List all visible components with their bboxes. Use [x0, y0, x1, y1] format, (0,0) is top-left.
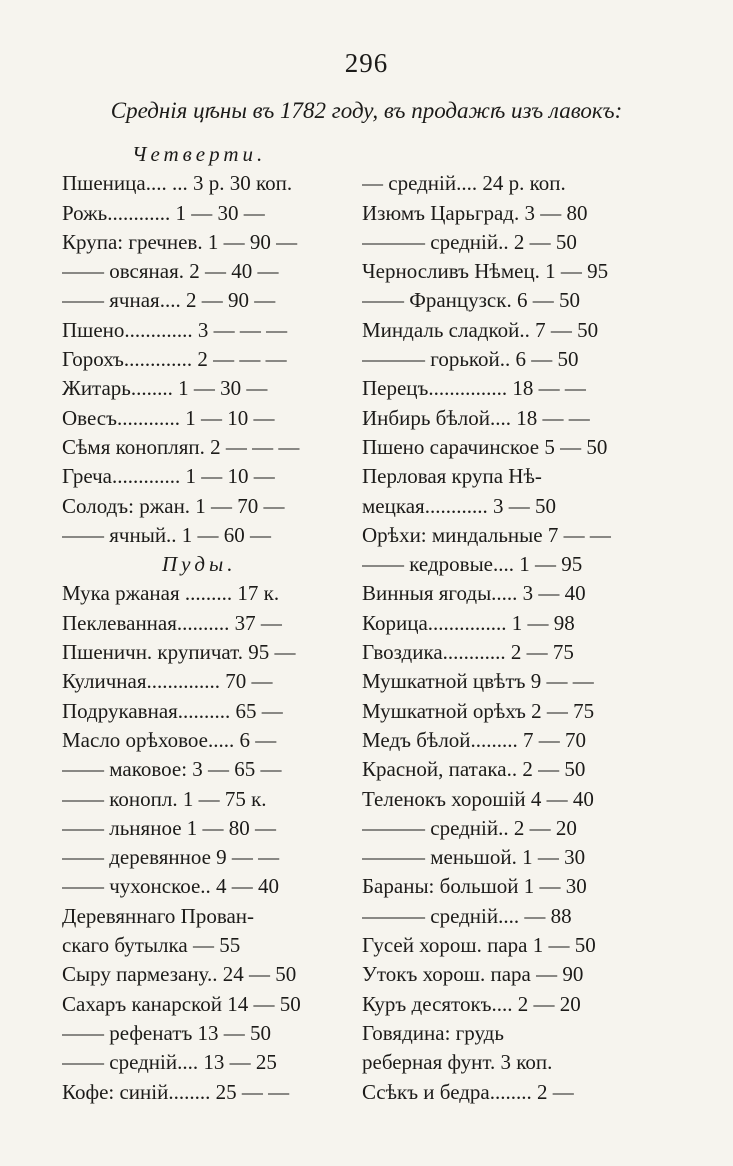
price-row: Горохъ............. 2 — — — — [62, 347, 287, 372]
page-heading: Среднія цѣны въ 1782 году, въ продажѣ изъ лавокъ: — [110, 98, 623, 123]
price-row: Ссѣкъ и бедра........ 2 — — [362, 1079, 574, 1104]
price-row: Гусей хорош. пара 1 — 50 — [362, 933, 596, 958]
section-heading: Пуды. — [162, 552, 237, 577]
price-row: Миндаль сладкой.. 7 — 50 — [362, 317, 599, 342]
price-row: Медъ бѣлой......... 7 — 70 — [362, 727, 587, 752]
price-row: Мушкатной орѣхъ 2 — 75 — [362, 698, 595, 723]
price-row: —— Французск. 6 — 50 — [362, 288, 580, 313]
price-row: Инбирь бѣлой.... 18 — — — [362, 405, 590, 430]
left-price-column — [62, 140, 360, 1107]
price-row: Сахаръ канарской 14 — 50 — [62, 991, 301, 1016]
price-row: Изюмъ Царьград. 3 — 80 — [362, 200, 588, 225]
price-row: Бараны: большой 1 — 30 — [362, 874, 587, 899]
price-row: Мушкатной цвѣтъ 9 — — — [362, 669, 594, 694]
price-row: Житарь........ 1 — 30 — — [62, 376, 268, 401]
price-row: Утокъ хорош. пара — 90 — [362, 962, 584, 987]
price-row: Винныя ягоды..... 3 — 40 — [362, 581, 586, 606]
price-row: ——— средній.... — 88 — [362, 903, 572, 928]
price-row: Корица............... 1 — 98 — [362, 610, 575, 635]
price-row: Рожь............ 1 — 30 — — [62, 200, 265, 225]
section-heading: Четверти. — [132, 142, 267, 166]
page-number: 296 — [344, 48, 389, 78]
price-row: мецкая............ 3 — 50 — [362, 493, 556, 518]
price-row: —— овсяная. 2 — 40 — — [62, 259, 279, 284]
price-row: Подрукавная.......... 65 — — [62, 698, 283, 723]
price-row: —— маковое: 3 — 65 — — [62, 757, 282, 782]
price-row: —— кедровые.... 1 — 95 — [362, 552, 583, 577]
price-row — [362, 140, 667, 169]
price-row: Пшеница.... ... 3 р. 30 коп. — [62, 171, 293, 196]
price-row: Орѣхи: миндальные 7 — — — [362, 522, 611, 547]
price-row: Гвоздика............ 2 — 75 — [362, 640, 574, 665]
price-row: Перецъ............... 18 — — — [362, 376, 586, 401]
price-row: Пшено сарачинское 5 — 50 — [362, 434, 608, 459]
price-row: реберная фунт. 3 коп. — [362, 1050, 553, 1075]
price-row: Черносливъ Нѣмец. 1 — 95 — [362, 259, 609, 284]
price-row: Масло орѣховое..... 6 — — [62, 727, 277, 752]
right-price-column — [362, 140, 667, 1107]
price-row: Кофе: синій........ 25 — — — [62, 1079, 290, 1104]
price-row: ——— меньшой. 1 — 30 — [362, 845, 586, 870]
price-row: Деревяннаго Прован- — [62, 903, 255, 928]
price-row: ——— средній.. 2 — 20 — [362, 815, 577, 840]
price-row: Греча............. 1 — 10 — — [62, 464, 275, 489]
price-row: —— средній.... 13 — 25 — [62, 1050, 277, 1075]
price-row: Пеклеванная.......... 37 — — [62, 610, 282, 635]
price-row: Пшено............. 3 — — — — [62, 317, 288, 342]
price-row: —— конопл. 1 — 75 к. — [62, 786, 267, 811]
price-row: Сѣмя конопляп. 2 — — — — [62, 434, 300, 459]
price-row: Куличная.............. 70 — — [62, 669, 273, 694]
price-row: — средній.... 24 р. коп. — [362, 171, 566, 196]
price-row: Перловая крупа Нѣ- — [362, 464, 542, 489]
price-row: —— ячный.. 1 — 60 — — [62, 522, 272, 547]
price-row: —— деревянное 9 — — — [62, 845, 280, 870]
price-row: ——— горькой.. 6 — 50 — [362, 347, 579, 372]
price-row: скаго бутылка — 55 — [62, 933, 241, 958]
price-row: Солодъ: ржан. 1 — 70 — — [62, 493, 285, 518]
price-row: —— льняное 1 — 80 — — [62, 815, 277, 840]
price-row: —— рефенатъ 13 — 50 — [62, 1020, 272, 1045]
price-row: —— чухонское.. 4 — 40 — [62, 874, 280, 899]
price-row: Красной, патака.. 2 — 50 — [362, 757, 586, 782]
price-row: Теленокъ хорошій 4 — 40 — [362, 786, 594, 811]
price-row: Крупа: гречнев. 1 — 90 — — [62, 229, 298, 254]
price-row: ——— средній.. 2 — 50 — [362, 229, 577, 254]
price-row: —— ячная.... 2 — 90 — — [62, 288, 276, 313]
price-row: Куръ десятокъ.... 2 — 20 — [362, 991, 581, 1016]
price-row: Овесъ............ 1 — 10 — — [62, 405, 275, 430]
price-row: Мука ржаная ......... 17 к. — [62, 581, 280, 606]
price-row: Пшеничн. крупичат. 95 — — [62, 640, 296, 665]
price-row: Сыру пармезану.. 24 — 50 — [62, 962, 297, 987]
price-row: Говядина: грудь — [362, 1020, 504, 1045]
